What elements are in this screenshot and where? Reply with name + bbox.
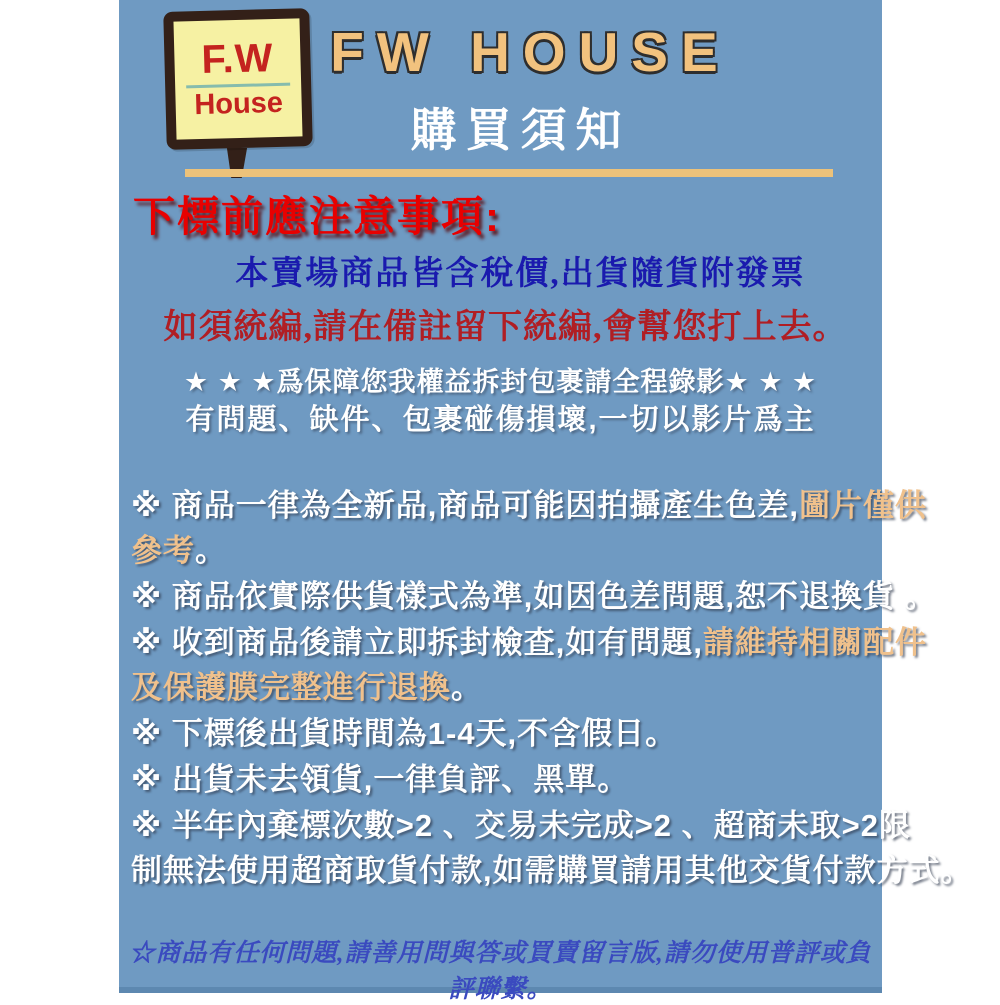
notice-text-segment: ※ 收到商品後請立即拆封檢查,如有問題, bbox=[131, 625, 703, 660]
notice-bullet bbox=[131, 803, 973, 893]
notice-bullet bbox=[131, 620, 927, 710]
notice-bullet bbox=[131, 757, 878, 802]
notice-text-segment: 及保護膜完整進行退換 bbox=[131, 670, 451, 705]
notice-video-evidence: 有問題、缺件、包裹碰傷損壞,一切以影片爲主 bbox=[185, 404, 816, 436]
notice-text-segment: ※ 下標後出貨時間為1-4天,不含假日。 bbox=[131, 716, 678, 751]
notice-line bbox=[131, 665, 878, 710]
notice-text-segment: ※ 商品一律為全新品,商品可能因拍攝產生色差, bbox=[131, 488, 799, 523]
notice-bullet bbox=[131, 574, 937, 619]
notice-line bbox=[131, 848, 973, 893]
notice-text-segment: ※ 出貨未去領貨,一律負評、黑單。 bbox=[131, 762, 630, 797]
notice-line bbox=[131, 711, 878, 756]
notice-text-segment: ※ 商品依實際供貨樣式為準,如因色差問題,恕不退換貨 。 bbox=[131, 579, 937, 614]
footer-contact-note: ☆商品有任何問題,請善用問與答或買賣留言版,請勿使用普評或負評聯繫。 bbox=[129, 940, 872, 1003]
notice-line bbox=[131, 803, 912, 848]
notice-text-segment: 。 bbox=[451, 670, 483, 705]
notice-line bbox=[131, 757, 878, 802]
notice-bullet bbox=[131, 483, 927, 573]
notice-text-segment: 圖片僅供 bbox=[798, 488, 927, 523]
notice-text-segment: ※ 半年內棄標次數>2 、交易未完成>2 、超商未取>2限 bbox=[131, 808, 912, 843]
logo-sign-text-house: House bbox=[193, 86, 284, 122]
notice-record-unboxing: ★ ★ ★爲保障您我權益拆封包裹請全程錄影★ ★ ★ bbox=[183, 367, 818, 397]
separator-line bbox=[185, 169, 833, 177]
notice-text-segment: 制無法使用超商取貨付款,如需購買請用其他交貨付款方式。 bbox=[131, 853, 973, 888]
notice-line bbox=[131, 483, 927, 528]
notice-invoice-number: 如須統編,請在備註留下統編,會幫您打上去。 bbox=[163, 309, 848, 346]
notice-line bbox=[131, 528, 878, 573]
notice-text-segment: 請維持相關配件 bbox=[702, 625, 927, 660]
notice-text-segment: 。 bbox=[195, 533, 227, 568]
notice-poster bbox=[119, 0, 973, 1003]
notice-line bbox=[131, 574, 937, 619]
logo-sign-text-fw: F.W bbox=[200, 36, 274, 82]
page-subtitle: 購買須知 bbox=[410, 104, 631, 156]
notice-text-segment: 參考 bbox=[131, 533, 195, 568]
notice-bullet-list bbox=[131, 483, 973, 894]
notice-line bbox=[131, 620, 927, 665]
page-title: FW HOUSE bbox=[330, 21, 731, 83]
notice-tax-included: 本賣場商品皆含稅價,出貨隨貨附發票 bbox=[235, 256, 806, 292]
section-heading: 下標前應注意事項: bbox=[133, 193, 501, 240]
notice-bullet bbox=[131, 711, 878, 756]
